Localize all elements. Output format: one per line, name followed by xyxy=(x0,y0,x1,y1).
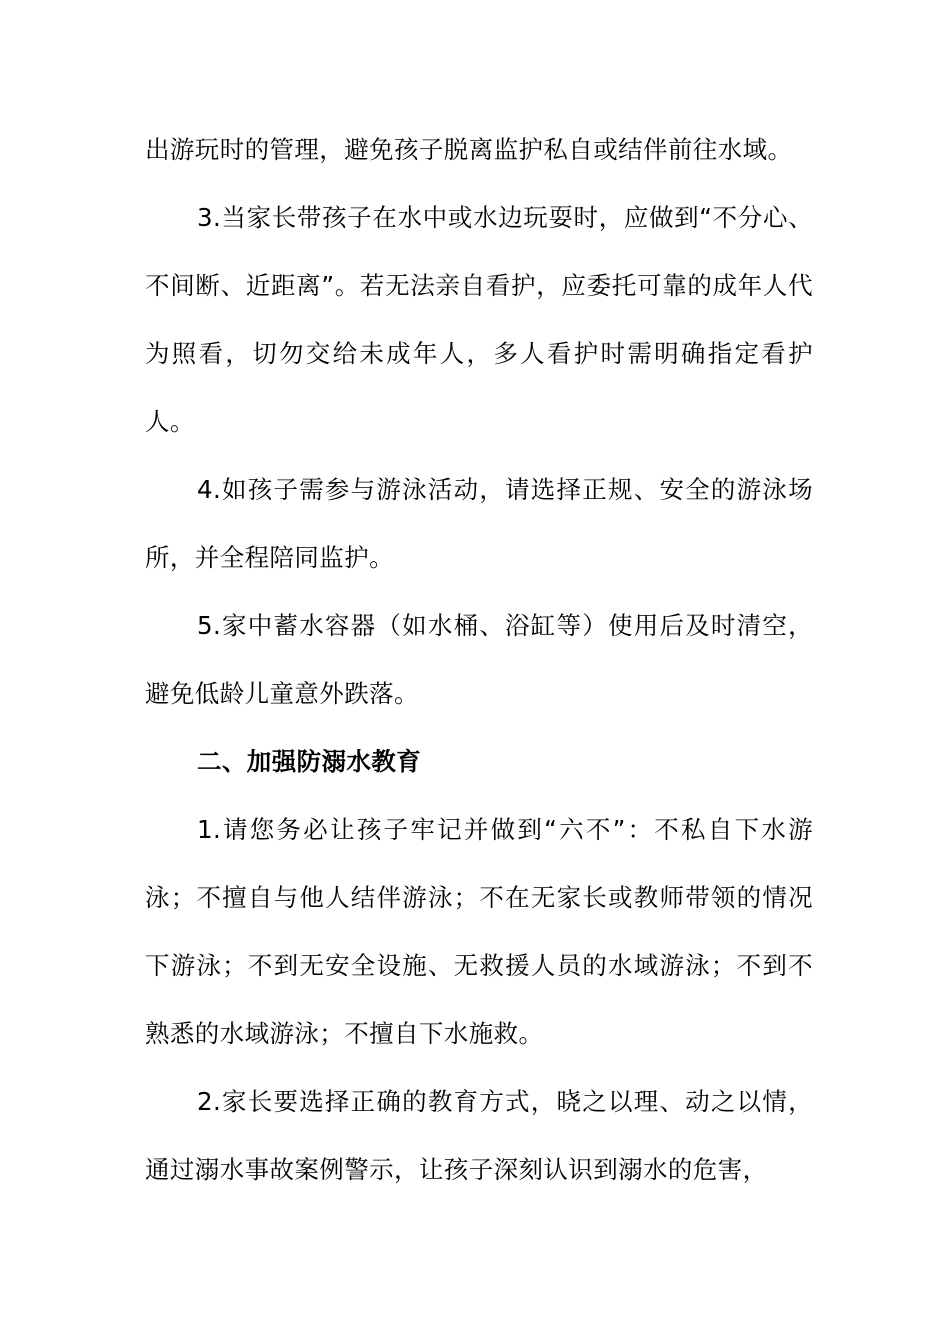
paragraph-item-5: 5.家中蓄水容器（如水桶、浴缸等）使用后及时清空，避免低龄儿童意外跌落。 xyxy=(145,611,813,708)
document-body xyxy=(145,116,813,1204)
paragraph-education-item-1: 1.请您务必让孩子牢记并做到“六不”：不私自下水游泳；不擅自与他人结伴游泳；不在无家长或教师带领的情况下游泳；不到无安全设施、无救援人员的水域游泳；不到不熟悉的水域游泳；不擅自下水施救。 xyxy=(145,815,813,1048)
paragraph-education-item-2: 2.家长要选择正确的教育方式，晓之以理、动之以情，通过溺水事故案例警示，让孩子深刻认识到溺水的危害， xyxy=(145,1087,813,1184)
paragraph-continuation: 出游玩时的管理，避免孩子脱离监护私自或结伴前往水域。 xyxy=(145,135,793,164)
paragraph-item-4: 4.如孩子需参与游泳活动，请选择正规、安全的游泳场所，并全程陪同监护。 xyxy=(145,475,813,572)
section-heading: 二、加强防溺水教育 xyxy=(197,747,422,776)
paragraph-item-3: 3.当家长带孩子在水中或水边玩耍时，应做到“不分心、不间断、近距离”。若无法亲自看护，应委托可靠的成年人代为照看，切勿交给未成年人，多人看护时需明确指定看护人。 xyxy=(145,203,813,436)
